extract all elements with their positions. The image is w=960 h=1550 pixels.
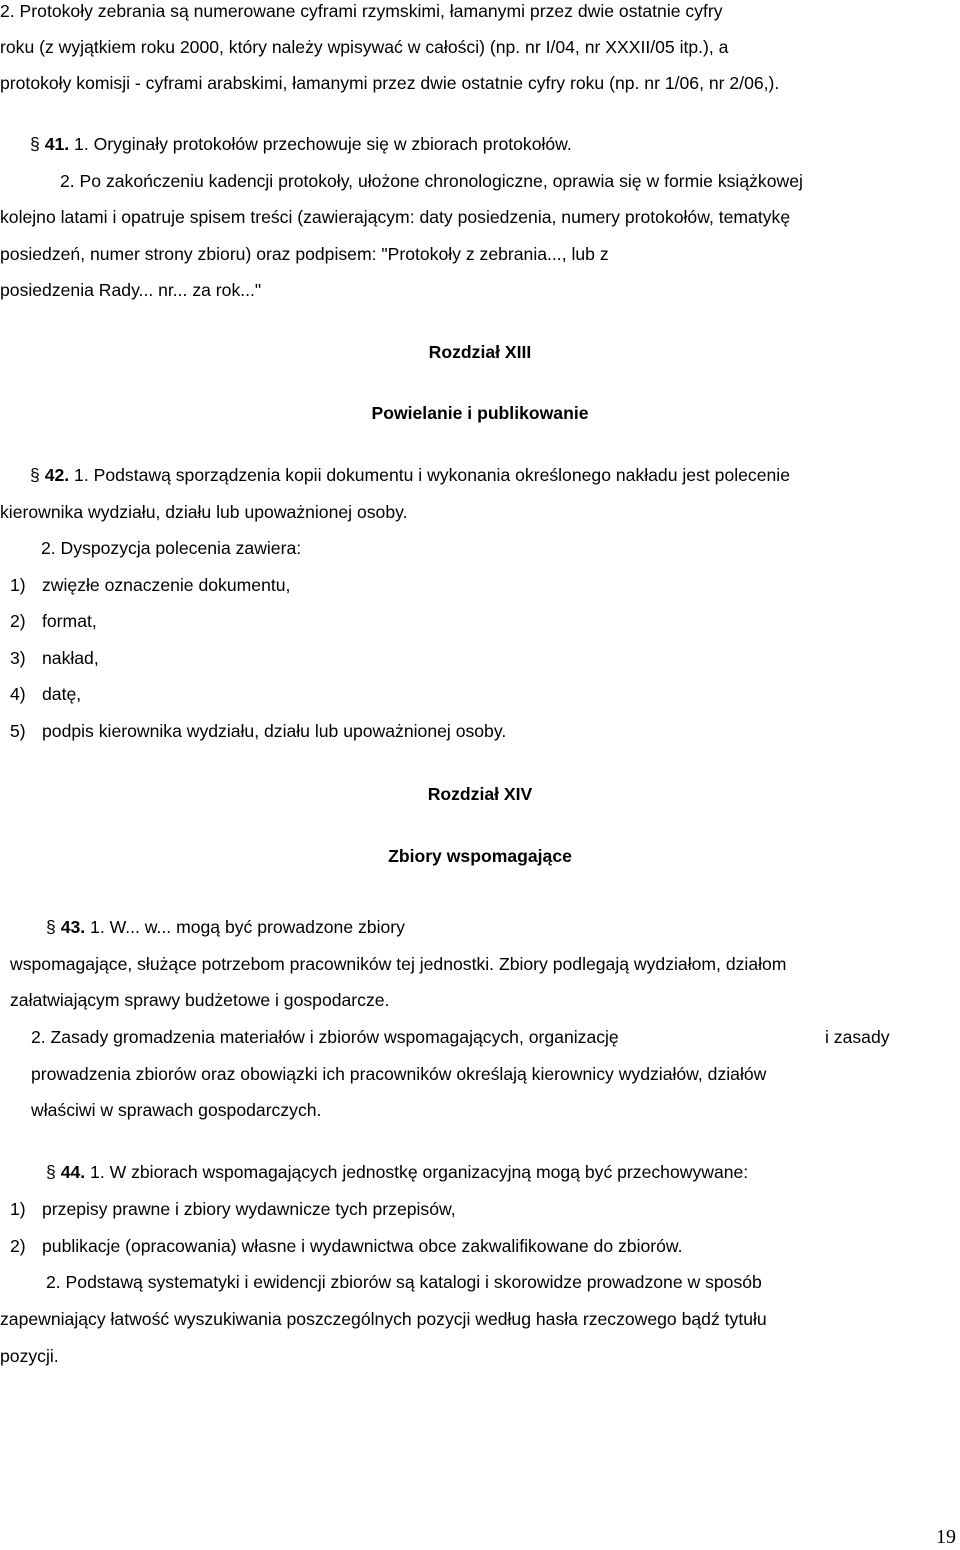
paragraph-line: pozycji.	[0, 1346, 59, 1366]
section-number: 41.	[44, 134, 70, 154]
section-sign: §	[46, 1162, 56, 1182]
section-43-point-1	[46, 916, 405, 938]
list-number: 3)	[10, 648, 26, 668]
section-sign: §	[46, 917, 56, 937]
paragraph-line: i zasady	[825, 1027, 890, 1047]
page-number: 19	[936, 1526, 956, 1548]
chapter-subtitle: Powielanie i publikowanie	[371, 403, 589, 423]
paragraph-line: załatwiającym sprawy budżetowe i gospodarcze.	[10, 990, 390, 1010]
paragraph-line: 2. Po zakończeniu kadencji protokoły, ułożone chronologiczne, oprawia się w formie książkowej	[60, 171, 803, 191]
list-text: nakład,	[42, 648, 99, 668]
list-text: publikacje (opracowania) własne i wydawnictwa obce zakwalifikowane do zbiorów.	[42, 1236, 683, 1256]
paragraph-line: wspomagające, służące potrzebom pracowników tej jednostki. Zbiory podlegają wydziałom, działom	[10, 954, 787, 974]
section-text: 1. W... w... mogą być prowadzone zbiory	[85, 917, 405, 937]
chapter-subtitle: Zbiory wspomagające	[388, 846, 572, 866]
list-text: format,	[42, 611, 97, 631]
list-number: 2)	[10, 611, 26, 631]
list-item	[10, 647, 99, 669]
chapter-title: Rozdział XIII	[428, 342, 532, 362]
list-number: 5)	[10, 721, 26, 741]
paragraph-line: kolejno latami i opatruje spisem treści (zawierającym: daty posiedzenia, numery protokołów, tematykę	[0, 207, 791, 227]
section-text: 1. Podstawą sporządzenia kopii dokumentu i wykonania określonego nakładu jest polecenie	[69, 465, 790, 485]
paragraph-line: posiedzenia Rady... nr... za rok..."	[0, 280, 262, 300]
paragraph-line: posiedzeń, numer strony zbioru) oraz podpisem: "Protokoły z zebrania..., lub z	[0, 244, 609, 264]
section-number: 42.	[44, 465, 70, 485]
section-44-point-1	[46, 1161, 748, 1183]
list-text: podpis kierownika wydziału, działu lub upoważnionej osoby.	[42, 721, 507, 741]
list-text: zwięzłe oznaczenie dokumentu,	[42, 575, 291, 595]
list-item	[10, 1198, 456, 1220]
paragraph-line: 2. Protokoły zebrania są numerowane cyframi rzymskimi, łamanymi przez dwie ostatnie cyfry	[0, 1, 723, 21]
paragraph-line: zapewniający łatwość wyszukiwania poszczególnych pozycji według hasła rzeczowego bądź tytułu	[0, 1309, 767, 1329]
list-item	[10, 720, 506, 742]
section-41-point-1	[30, 133, 572, 155]
paragraph-line: prowadzenia zbiorów oraz obowiązki ich pracowników określają kierownicy wydziałów, działów	[31, 1064, 767, 1084]
list-item	[10, 1235, 683, 1257]
list-number: 1)	[10, 1199, 26, 1219]
paragraph-line: 2. Dyspozycja polecenia zawiera:	[41, 538, 302, 558]
section-text: 1. W zbiorach wspomagających jednostkę organizacyjną mogą być przechowywane:	[85, 1162, 749, 1182]
list-text: datę,	[42, 684, 82, 704]
paragraph-line: 2. Zasady gromadzenia materiałów i zbiorów wspomagających, organizację	[31, 1027, 619, 1047]
list-item	[10, 574, 290, 596]
section-42-point-1	[30, 464, 790, 486]
section-text: 1. Oryginały protokołów przechowuje się w zbiorach protokołów.	[69, 134, 572, 154]
paragraph-line: roku (z wyjątkiem roku 2000, który należy wpisywać w całości) (np. nr I/04, nr XXXII/05 itp.), a	[0, 37, 729, 57]
chapter-title: Rozdział XIV	[427, 784, 533, 804]
list-text: przepisy prawne i zbiory wydawnicze tych przepisów,	[42, 1199, 456, 1219]
paragraph-line: 2. Podstawą systematyki i ewidencji zbiorów są katalogi i skorowidze prowadzone w sposób	[46, 1272, 762, 1292]
section-sign: §	[30, 134, 40, 154]
list-item	[10, 683, 81, 705]
list-number: 4)	[10, 684, 26, 704]
paragraph-line: protokoły komisji - cyframi arabskimi, łamanymi przez dwie ostatnie cyfry roku (np. nr 1/06, nr 2/06,).	[0, 73, 780, 93]
section-number: 43.	[60, 917, 86, 937]
list-number: 1)	[10, 575, 26, 595]
paragraph-line: właściwi w sprawach gospodarczych.	[31, 1100, 322, 1120]
section-sign: §	[30, 465, 40, 485]
section-number: 44.	[60, 1162, 86, 1182]
list-number: 2)	[10, 1236, 26, 1256]
paragraph-line: kierownika wydziału, działu lub upoważnionej osoby.	[0, 502, 408, 522]
list-item	[10, 610, 97, 632]
